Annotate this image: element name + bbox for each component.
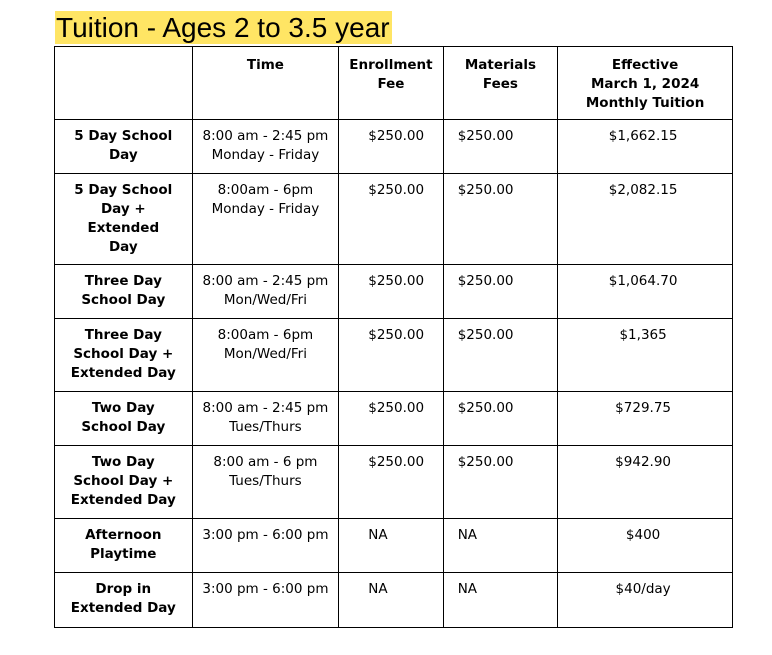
monthly-tuition: $1,064.70 [558, 265, 733, 319]
materials-fee: $250.00 [443, 265, 558, 319]
program-time: 3:00 pm - 6:00 pm [192, 519, 339, 573]
enrollment-fee: $250.00 [339, 446, 443, 519]
header-program [55, 47, 193, 120]
materials-fee: $250.00 [443, 446, 558, 519]
enrollment-fee: NA [339, 573, 443, 628]
enrollment-fee: $250.00 [339, 319, 443, 392]
program-name: Drop in Extended Day [55, 573, 193, 628]
materials-fee: $250.00 [443, 174, 558, 265]
program-name: Three Day School Day [55, 265, 193, 319]
program-name: Afternoon Playtime [55, 519, 193, 573]
table-row [55, 573, 733, 628]
header-time: Time [192, 47, 339, 120]
program-time: 8:00 am - 2:45 pm Mon/Wed/Fri [192, 265, 339, 319]
enrollment-fee: $250.00 [339, 120, 443, 174]
header-materials-fees: Materials Fees [443, 47, 558, 120]
monthly-tuition: $1,365 [558, 319, 733, 392]
tuition-table [54, 46, 733, 628]
program-time: 8:00am - 6pm Mon/Wed/Fri [192, 319, 339, 392]
materials-fee: $250.00 [443, 120, 558, 174]
program-name: Three Day School Day + Extended Day [55, 319, 193, 392]
header-enrollment-fee: Enrollment Fee [339, 47, 443, 120]
materials-fee: $250.00 [443, 319, 558, 392]
table-row [55, 392, 733, 446]
enrollment-fee: NA [339, 519, 443, 573]
table-row [55, 174, 733, 265]
table-row [55, 519, 733, 573]
program-time: 3:00 pm - 6:00 pm [192, 573, 339, 628]
table-row [55, 120, 733, 174]
enrollment-fee: $250.00 [339, 174, 443, 265]
program-time: 8:00 am - 2:45 pm Tues/Thurs [192, 392, 339, 446]
table-row [55, 265, 733, 319]
materials-fee: $250.00 [443, 392, 558, 446]
materials-fee: NA [443, 573, 558, 628]
table-row [55, 446, 733, 519]
enrollment-fee: $250.00 [339, 392, 443, 446]
enrollment-fee: $250.00 [339, 265, 443, 319]
program-time: 8:00 am - 6 pm Tues/Thurs [192, 446, 339, 519]
table-row [55, 319, 733, 392]
program-name: 5 Day School Day + Extended Day [55, 174, 193, 265]
monthly-tuition: $2,082.15 [558, 174, 733, 265]
monthly-tuition: $942.90 [558, 446, 733, 519]
monthly-tuition: $40/day [558, 573, 733, 628]
monthly-tuition: $1,662.15 [558, 120, 733, 174]
program-name: Two Day School Day [55, 392, 193, 446]
monthly-tuition: $400 [558, 519, 733, 573]
program-name: 5 Day School Day [55, 120, 193, 174]
materials-fee: NA [443, 519, 558, 573]
program-time: 8:00am - 6pm Monday - Friday [192, 174, 339, 265]
table-header-row [55, 47, 733, 120]
page-title: Tuition - Ages 2 to 3.5 year [56, 12, 390, 43]
program-name: Two Day School Day + Extended Day [55, 446, 193, 519]
monthly-tuition: $729.75 [558, 392, 733, 446]
header-monthly-tuition: Effective March 1, 2024 Monthly Tuition [558, 47, 733, 120]
program-time: 8:00 am - 2:45 pm Monday - Friday [192, 120, 339, 174]
